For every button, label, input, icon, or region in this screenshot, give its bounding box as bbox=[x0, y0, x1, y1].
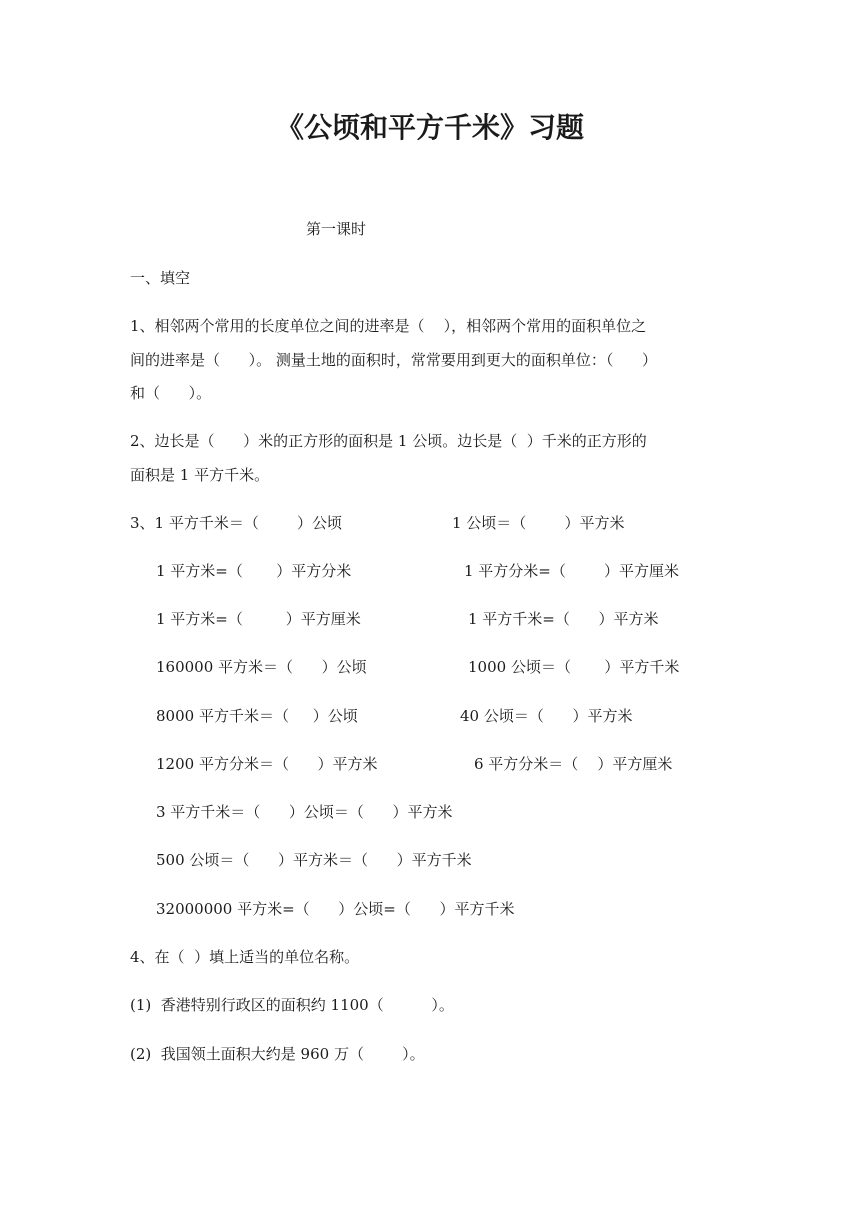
conversion-chain: 32000000 平方米=（ ）公顷=（ ）平方千米 bbox=[156, 900, 515, 918]
page-title: 《公顷和平方千米》习题 bbox=[275, 111, 584, 144]
question-2-line-1: 2、边长是（ ）米的正方形的面积是 1 公顷。边长是（ ）千米的正方形的 bbox=[130, 432, 647, 450]
section-heading: 一、填空 bbox=[130, 269, 191, 287]
conversion-right: 1 公顷＝（ ）平方米 bbox=[452, 514, 625, 532]
conversion-left: 1 平方米=（ ）平方分米 bbox=[156, 562, 352, 580]
conversion-chain: 3 平方千米＝（ ）公顷＝（ ）平方米 bbox=[156, 803, 453, 821]
conversion-right: 40 公顷＝（ ）平方米 bbox=[460, 707, 633, 725]
question-4-stem: 4、在（ ）填上适当的单位名称。 bbox=[130, 948, 360, 966]
question-1-line-1: 1、相邻两个常用的长度单位之间的进率是（ ），相邻两个常用的面积单位之 bbox=[130, 317, 647, 335]
conversion-chain: 500 公顷＝（ ）平方米＝（ ）平方千米 bbox=[156, 851, 472, 869]
lesson-label: 第一课时 bbox=[306, 220, 367, 238]
conversion-right: 6 平方分米＝（ ）平方厘米 bbox=[474, 755, 673, 773]
question-1-line-2: 间的进率是（ ）。 测量土地的面积时，常常要用到更大的面积单位：（ ） bbox=[130, 351, 657, 369]
question-4-item: (2) 我国领土面积大约是 960 万（ ）。 bbox=[130, 1045, 425, 1063]
conversion-right: 1 平方千米=（ ）平方米 bbox=[468, 610, 659, 628]
conversion-right: 1000 公顷＝（ ）平方千米 bbox=[468, 658, 680, 676]
question-4-item: (1) 香港特别行政区的面积约 1100（ ）。 bbox=[130, 996, 454, 1014]
conversion-left: 1200 平方分米＝（ ）平方米 bbox=[156, 755, 378, 773]
conversion-left: 3、1 平方千米＝（ ）公顷 bbox=[130, 514, 343, 532]
question-2-line-2: 面积是 1 平方千米。 bbox=[130, 466, 270, 484]
conversion-left: 160000 平方米＝（ ）公顷 bbox=[156, 658, 367, 676]
conversion-left: 1 平方米=（ ）平方厘米 bbox=[156, 610, 361, 628]
question-1-line-3: 和（ ）。 bbox=[130, 384, 212, 402]
conversion-right: 1 平方分米=（ ）平方厘米 bbox=[464, 562, 680, 580]
conversion-left: 8000 平方千米＝（ ）公顷 bbox=[156, 707, 358, 725]
